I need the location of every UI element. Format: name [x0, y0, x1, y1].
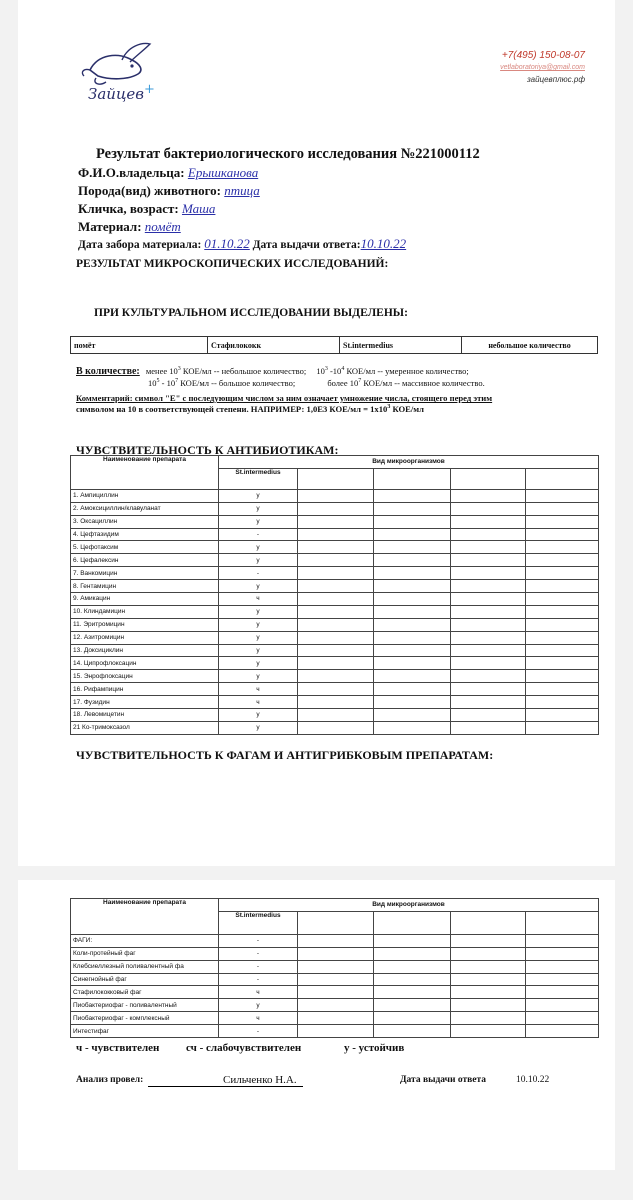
empty-cell: [298, 502, 374, 515]
empty-cell: [374, 670, 451, 683]
phage-row: [71, 973, 599, 986]
antibiotic-result: у: [219, 709, 298, 722]
phage-row: [71, 999, 599, 1012]
phages-rows: [71, 934, 599, 1037]
empty-cell: [451, 947, 526, 960]
phage-row: [71, 947, 599, 960]
culture-material: помёт: [71, 337, 208, 354]
antibiotic-row: [71, 605, 599, 618]
phage-row: [71, 986, 599, 999]
phage-drug-name: ФАГИ:: [71, 934, 219, 947]
empty-cell: [374, 657, 451, 670]
empty-cell: [374, 502, 451, 515]
empty-cell: [298, 721, 374, 734]
antibiotic-result: у: [219, 541, 298, 554]
phage-drug-name: Синегнойный фаг: [71, 973, 219, 986]
empty-cell: [451, 593, 526, 606]
culture-table: [70, 336, 598, 354]
phage-result: у: [219, 999, 298, 1012]
breed-value: птица: [224, 183, 260, 198]
culture-genus: Стафилококк: [208, 337, 340, 354]
empty-cell: [526, 489, 599, 502]
phage-drug-name: Пиобактериофаг - комплексный: [71, 1012, 219, 1025]
antibiotic-row: [71, 515, 599, 528]
empty-cell: [526, 709, 599, 722]
empty-cell: [298, 593, 374, 606]
owner-label: Ф.И.О.владельца:: [78, 165, 185, 180]
empty-cell: [298, 567, 374, 580]
antibiotic-result: -: [219, 528, 298, 541]
empty-cell: [374, 541, 451, 554]
culture-row: [71, 337, 598, 354]
quantity-line1-a: менее $10^3$ КОЕ/мл -- небольшое количество;: [145, 366, 307, 376]
breed-row: [78, 183, 260, 199]
empty-cell: [298, 947, 374, 960]
empty-cell: [298, 489, 374, 502]
collect-value: 01.10.22: [204, 236, 250, 251]
empty-cell: [374, 1012, 451, 1025]
phage-result: -: [219, 947, 298, 960]
antibiotic-drug-name: 2. Амоксициллин/клавуланат: [71, 502, 219, 515]
empty-cell: [298, 554, 374, 567]
collect-label: Дата забора материала:: [78, 239, 202, 251]
phage-result: ч: [219, 1012, 298, 1025]
antibiotic-row: [71, 644, 599, 657]
antibiotic-drug-name: 1. Ампициллин: [71, 489, 219, 502]
empty-cell: [451, 683, 526, 696]
phage-row: [71, 960, 599, 973]
empty-cell: [526, 960, 599, 973]
antibiotic-result: ч: [219, 696, 298, 709]
empty-cell: [451, 528, 526, 541]
empty-header-cell: [451, 468, 526, 489]
antibiotic-result: у: [219, 631, 298, 644]
empty-cell: [374, 999, 451, 1012]
empty-cell: [374, 554, 451, 567]
empty-cell: [451, 721, 526, 734]
antibiotic-drug-name: 9. Амикацин: [71, 593, 219, 606]
quantity-label: В количестве:: [76, 366, 140, 377]
empty-cell: [298, 657, 374, 670]
empty-cell: [298, 1025, 374, 1038]
quantity-line2-a: $10^5 - 10^7$ КОЕ/мл -- большое количество;: [148, 378, 296, 388]
antibiotic-drug-name: 3. Оксациллин: [71, 515, 219, 528]
antibiotic-result: -: [219, 567, 298, 580]
empty-cell: [298, 934, 374, 947]
antibiotic-drug-name: 15. Энрофлоксацин: [71, 670, 219, 683]
owner-value: Ерышканова: [187, 165, 259, 180]
antibiotic-row: [71, 554, 599, 567]
name-row: [78, 201, 215, 217]
empty-cell: [451, 644, 526, 657]
antibiotic-row: [71, 709, 599, 722]
material-row: [78, 219, 181, 235]
phages-header-row: [71, 899, 599, 912]
empty-cell: [526, 528, 599, 541]
empty-cell: [526, 934, 599, 947]
empty-cell: [526, 721, 599, 734]
issue-value: 10.10.22: [360, 236, 407, 251]
antibiotic-drug-name: 14. Ципрофлоксацин: [71, 657, 219, 670]
breed-label: Порода(вид) животного:: [78, 183, 221, 198]
antibiotic-result: у: [219, 515, 298, 528]
empty-cell: [451, 567, 526, 580]
empty-cell: [526, 515, 599, 528]
empty-cell: [451, 631, 526, 644]
empty-cell: [526, 580, 599, 593]
analyst-underline: [148, 1086, 303, 1087]
phages-heading: ЧУВСТВИТЕЛЬНОСТЬ К ФАГАМ И АНТИГРИБКОВЫМ ПРЕПАРАТАМ:: [76, 748, 494, 762]
empty-cell: [374, 489, 451, 502]
antibiotic-row: [71, 657, 599, 670]
antibiotic-result: у: [219, 580, 298, 593]
empty-cell: [298, 986, 374, 999]
antibiotic-drug-name: 10. Клиндамицин: [71, 605, 219, 618]
antibiotic-result: у: [219, 721, 298, 734]
phage-row: [71, 1012, 599, 1025]
phage-drug-name: Клебсиеллезный поливалентный фа: [71, 960, 219, 973]
empty-cell: [374, 973, 451, 986]
antibiotic-row: [71, 593, 599, 606]
report-page-2: [18, 880, 615, 1170]
legend-moderate: сч - слабочувствителен: [186, 1042, 302, 1054]
antibiotic-drug-name: 7. Ванкомицин: [71, 567, 219, 580]
culture-heading: ПРИ КУЛЬТУРАЛЬНОМ ИССЛЕДОВАНИИ ВЫДЕЛЕНЫ:: [94, 307, 408, 319]
empty-cell: [451, 618, 526, 631]
antibiotic-drug-name: 11. Эритромицин: [71, 618, 219, 631]
empty-cell: [526, 973, 599, 986]
antibiotics-col-micro: Вид микроорганизмов: [219, 456, 599, 469]
antibiotic-row: [71, 683, 599, 696]
phage-result: -: [219, 960, 298, 973]
empty-cell: [526, 605, 599, 618]
phage-result: -: [219, 934, 298, 947]
quantity-line2: [148, 378, 485, 388]
empty-cell: [526, 657, 599, 670]
antibiotic-drug-name: 12. Азитромицин: [71, 631, 219, 644]
empty-cell: [451, 709, 526, 722]
culture-species: St.intermedius: [340, 337, 462, 354]
empty-cell: [526, 683, 599, 696]
antibiotic-row: [71, 696, 599, 709]
antibiotic-drug-name: 16. Рифампицин: [71, 683, 219, 696]
issue-label: Дата выдачи ответа:: [252, 239, 361, 251]
dates-row: [78, 236, 406, 252]
footer-date-label: Дата выдачи ответа: [400, 1075, 487, 1085]
antibiotic-drug-name: 6. Цефалексин: [71, 554, 219, 567]
culture-amount: небольшое количество: [462, 337, 598, 354]
material-label: Материал:: [78, 219, 142, 234]
antibiotics-col-drug: Наименование препарата: [71, 456, 219, 490]
empty-cell: [374, 618, 451, 631]
antibiotic-row: [71, 670, 599, 683]
phage-result: -: [219, 973, 298, 986]
antibiotic-result: у: [219, 502, 298, 515]
empty-header-cell: [451, 911, 526, 934]
antibiotic-drug-name: 8. Гентамицин: [71, 580, 219, 593]
empty-cell: [374, 934, 451, 947]
empty-cell: [451, 1012, 526, 1025]
empty-cell: [526, 502, 599, 515]
empty-cell: [526, 631, 599, 644]
phages-table: [70, 898, 599, 1038]
antibiotic-result: ч: [219, 683, 298, 696]
phage-drug-name: Пиобактериофаг - поливалентный: [71, 999, 219, 1012]
empty-cell: [298, 644, 374, 657]
empty-cell: [451, 489, 526, 502]
phage-row: [71, 1025, 599, 1038]
legend-resistant: у - устойчив: [344, 1042, 405, 1054]
empty-cell: [526, 670, 599, 683]
report-page-1: [18, 0, 615, 866]
empty-cell: [451, 960, 526, 973]
empty-header-cell: [374, 468, 451, 489]
empty-cell: [526, 696, 599, 709]
antibiotic-result: у: [219, 618, 298, 631]
empty-cell: [451, 670, 526, 683]
empty-cell: [298, 683, 374, 696]
empty-cell: [526, 541, 599, 554]
antibiotics-table: [70, 455, 599, 735]
phage-drug-name: Стафилококковый фаг: [71, 986, 219, 999]
antibiotic-result: у: [219, 554, 298, 567]
antibiotics-rows: [71, 489, 599, 734]
antibiotic-result: у: [219, 605, 298, 618]
antibiotic-row: [71, 721, 599, 734]
empty-cell: [374, 567, 451, 580]
empty-cell: [451, 580, 526, 593]
phage-row: [71, 934, 599, 947]
antibiotic-drug-name: 5. Цефотаксим: [71, 541, 219, 554]
quantity-line2-b: более $10^7$ КОЕ/мл -- массивное количество.: [327, 378, 485, 388]
empty-cell: [526, 1012, 599, 1025]
antibiotics-organism: St.intermedius: [219, 468, 298, 489]
name-label: Кличка, возраст:: [78, 201, 179, 216]
empty-cell: [374, 721, 451, 734]
empty-cell: [526, 593, 599, 606]
material-value: помёт: [144, 219, 181, 234]
empty-cell: [374, 528, 451, 541]
comment-line-1: Комментарий: символ "Е" с последующим числом за ним означает умножение числа, стоящего перед этим: [76, 393, 493, 403]
email-address[interactable]: vetlaboratoriya@gmail.com: [500, 64, 585, 71]
empty-cell: [374, 960, 451, 973]
antibiotic-drug-name: 17. Фузидин: [71, 696, 219, 709]
antibiotic-row: [71, 631, 599, 644]
empty-cell: [374, 593, 451, 606]
antibiotic-row: [71, 567, 599, 580]
empty-cell: [374, 947, 451, 960]
empty-cell: [451, 515, 526, 528]
empty-cell: [451, 541, 526, 554]
empty-cell: [451, 1025, 526, 1038]
empty-cell: [526, 644, 599, 657]
empty-cell: [374, 709, 451, 722]
empty-header-cell: [374, 911, 451, 934]
empty-header-cell: [526, 911, 599, 934]
empty-cell: [298, 709, 374, 722]
empty-cell: [374, 580, 451, 593]
empty-cell: [374, 1025, 451, 1038]
antibiotic-row: [71, 541, 599, 554]
phages-col-micro: Вид микроорганизмов: [219, 899, 599, 912]
empty-cell: [526, 947, 599, 960]
empty-cell: [526, 567, 599, 580]
empty-cell: [298, 696, 374, 709]
empty-cell: [298, 605, 374, 618]
phage-drug-name: Интестифаг: [71, 1025, 219, 1038]
empty-cell: [298, 670, 374, 683]
empty-cell: [298, 541, 374, 554]
website[interactable]: зайцевплюс.рф: [526, 75, 585, 84]
empty-cell: [451, 554, 526, 567]
logo-text: Зайцев+: [88, 82, 155, 103]
empty-cell: [526, 554, 599, 567]
empty-cell: [298, 618, 374, 631]
empty-cell: [526, 999, 599, 1012]
phages-col-drug: Наименование препарата: [71, 899, 219, 935]
name-value: Маша: [181, 201, 216, 216]
quantity-block: [76, 366, 469, 377]
empty-cell: [451, 973, 526, 986]
empty-cell: [451, 934, 526, 947]
empty-header-cell: [298, 911, 374, 934]
antibiotic-result: у: [219, 670, 298, 683]
phone-number: +7(495) 150-08-07: [501, 50, 585, 61]
empty-cell: [374, 605, 451, 618]
antibiotic-result: у: [219, 644, 298, 657]
antibiotics-header-row: [71, 456, 599, 469]
antibiotic-drug-name: 18. Левомицетин: [71, 709, 219, 722]
analyst-value: Сильченко Н.А.: [223, 1074, 297, 1086]
phage-result: -: [219, 1025, 298, 1038]
empty-cell: [451, 605, 526, 618]
empty-cell: [526, 1025, 599, 1038]
empty-cell: [374, 631, 451, 644]
empty-header-cell: [298, 468, 374, 489]
empty-cell: [298, 999, 374, 1012]
antibiotic-drug-name: 4. Цефтазидим: [71, 528, 219, 541]
empty-cell: [526, 618, 599, 631]
empty-cell: [374, 986, 451, 999]
antibiotic-row: [71, 580, 599, 593]
phages-organism: St.intermedius: [219, 911, 298, 934]
antibiotic-row: [71, 528, 599, 541]
empty-header-cell: [526, 468, 599, 489]
empty-cell: [451, 657, 526, 670]
antibiotic-drug-name: 13. Доксициклин: [71, 644, 219, 657]
empty-cell: [298, 580, 374, 593]
empty-cell: [451, 999, 526, 1012]
antibiotic-drug-name: 21 Ко-тримоксазол: [71, 721, 219, 734]
antibiotic-row: [71, 618, 599, 631]
empty-cell: [298, 528, 374, 541]
phage-result: ч: [219, 986, 298, 999]
antibiotic-row: [71, 502, 599, 515]
empty-cell: [374, 696, 451, 709]
empty-cell: [374, 683, 451, 696]
empty-cell: [451, 986, 526, 999]
antibiotics-heading: ЧУВСТВИТЕЛЬНОСТЬ К АНТИБИОТИКАМ:: [76, 443, 339, 457]
empty-cell: [374, 644, 451, 657]
antibiotic-result: у: [219, 489, 298, 502]
empty-cell: [451, 502, 526, 515]
empty-cell: [298, 515, 374, 528]
empty-cell: [298, 960, 374, 973]
antibiotic-result: у: [219, 657, 298, 670]
empty-cell: [451, 696, 526, 709]
empty-cell: [374, 515, 451, 528]
legend-sensitive: ч - чувствителен: [76, 1042, 160, 1054]
antibiotic-result: ч: [219, 593, 298, 606]
empty-cell: [298, 973, 374, 986]
micro-heading: РЕЗУЛЬТАТ МИКРОСКОПИЧЕСКИХ ИССЛЕДОВАНИЙ:: [76, 258, 389, 270]
phage-drug-name: Коли-протейный фаг: [71, 947, 219, 960]
analyst-label: Анализ провел:: [76, 1075, 144, 1085]
owner-row: [78, 165, 258, 181]
quantity-line1-b: $10^3$ $-10^4$ КОЕ/мл -- умеренное количество;: [316, 366, 469, 376]
antibiotic-row: [71, 489, 599, 502]
comment-line-2: символом на 10 в соответствующей степени. НАПРИМЕР: 1,0Е3 $КОЕ/мл = 1х10^3$ КОЕ/мл: [76, 404, 424, 414]
footer-date-value: 10.10.22: [516, 1075, 550, 1085]
report-title: Результат бактериологического исследования №221000112: [96, 146, 480, 162]
empty-cell: [526, 986, 599, 999]
empty-cell: [298, 631, 374, 644]
empty-cell: [298, 1012, 374, 1025]
